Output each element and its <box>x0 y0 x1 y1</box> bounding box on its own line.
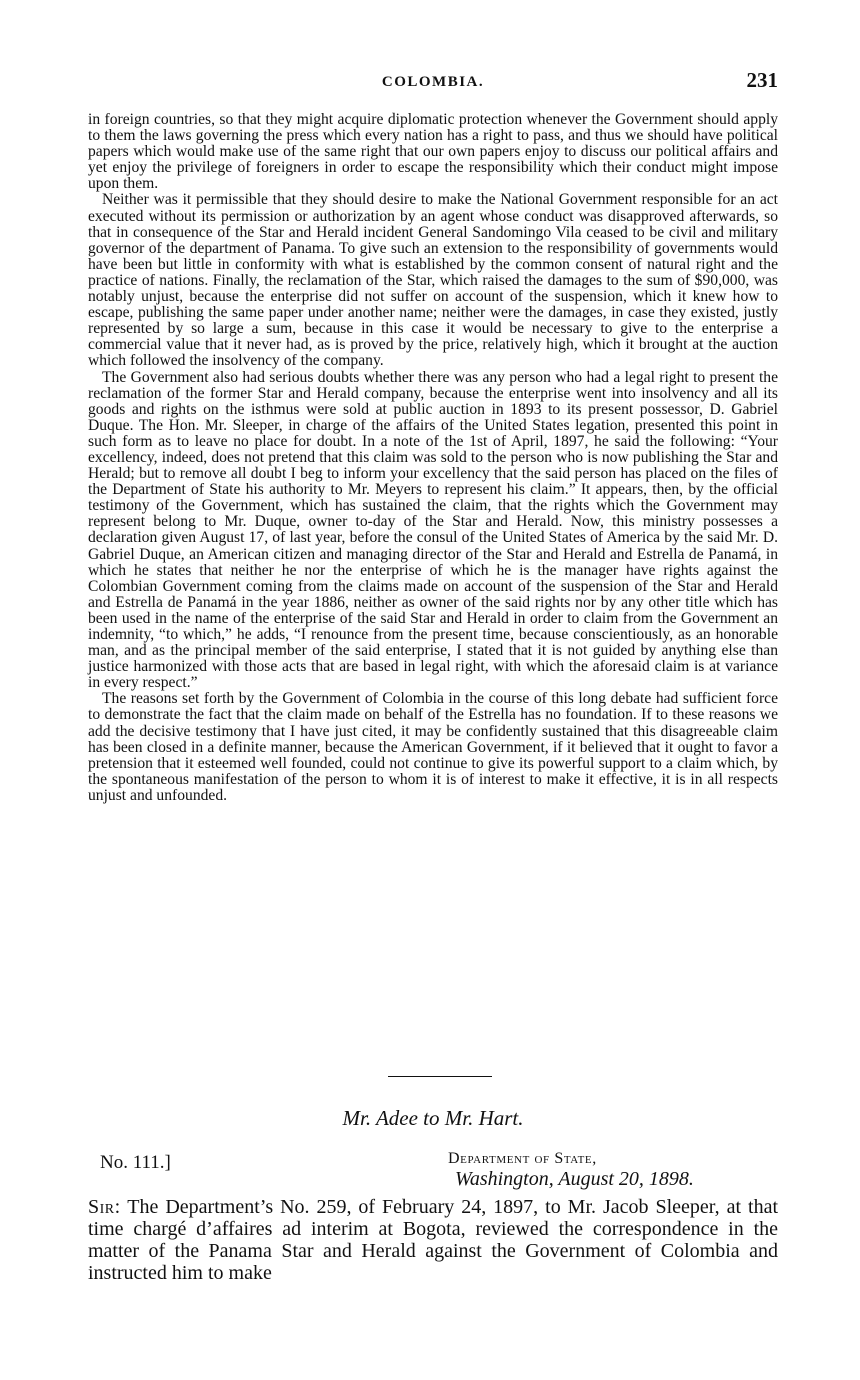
paragraph: The reasons set forth by the Government of Colombia in the course of this long debate had sufficient force to demonstrate the fact that the claim made on behalf of the Estrella has no foundation. If to these reasons we add the decisive testimony that I have just cited, it may be confidently sustained that this disagreeable claim has been closed in a definite manner, because the American Government, if it believed that it ought to favor a pretension that it esteemed well founded, could not continue to give its powerful support to a claim which, by the spontaneous manifestation of the person to whom it is of interest to make it effective, it is in all respects unjust and unfounded. <box>88 690 778 804</box>
section-divider <box>388 1076 492 1077</box>
document-number: No. 111.] <box>100 1152 171 1173</box>
body-text <box>88 112 778 804</box>
place-date: Washington, August 20, 1898. <box>455 1168 694 1190</box>
page-number: 231 <box>746 68 778 92</box>
running-title: COLOMBIA. <box>381 74 485 90</box>
paragraph: Neither was it permissible that they should desire to make the National Government responsible for an act executed without its permission or authorization by an agent whose conduct was disapproved afterwards, so that in consequence of the Star and Herald incident General Sandomingo Vila ceased to be civil and military governor of the department of Panama. To give such an extension to the responsibility of governments would have been but little in conformity with what is established by the common consent of natural right and the practice of nations. Finally, the reclamation of the Star, which raised the damages to the sum of $90,000, was notably unjust, because the enterprise did not suffer on account of the suspension, which it knew how to escape, publishing the same paper under another name; neither were the damages, in case they existed, justly represented by so large a sum, because in this case it would be necessary to give to the enterprise a commercial value that it never had, as is proved by the price, relatively high, which it brought at the auction which followed the insolvency of the company. <box>88 191 778 370</box>
paragraph: The Government also had serious doubts whether there was any person who had a legal right to present the reclamation of the former Star and Herald company, because the enterprise went into insolvency and all its goods and rights on the isthmus were sold at public auction in 1893 to its present possessor, D. Gabriel Duque. The Hon. Mr. Sleeper, in charge of the affairs of the United States legation, presented this point in such form as to leave no place for doubt. In a note of the 1st of April, 1897, he said the following: “Your excellency, indeed, does not pretend that this claim was sold to the person who is now publishing the Star and Herald; but to remove all doubt I beg to inform your excellency that the said person has placed on the files of the Department of State his authority to Mr. Meyers to represent his claim.” It appears, then, by the official testimony of the Government, which has sustained the claim, that the rights which the Government may represent belong to Mr. Duque, owner to-day of the Star and Herald. Now, this ministry possesses a declaration given August 17, of last year, before the consul of the United States of America by the said Mr. D. Gabriel Duque, an American citizen and managing director of the Star and Herald and Estrella de Panamá, in which he states that neither he nor the enterprise of which he is the manager have rights against the Colombian Government coming from the claims made on account of the suspension of the Star and Herald and Estrella de Panamá in the year 1886, neither as owner of the said rights nor by any other title which has been used in the name of the enterprise of the said Star and Herald in order to claim from the Government an indemnity, “to which,” he adds, “I renounce from the present time, because conscientiously, as an honorable man, and as the principal member of the said enterprise, I stated that it is not guided by anything else than justice harmonized with those acts that are based in legal right, with which the aforesaid claim is at variance in every respect.” <box>88 368 778 692</box>
paragraph: in foreign countries, so that they might acquire diplomatic protection whenever the Government should apply to them the laws governing the press which every nation has a right to pass, and thus we should have political papers which would make use of the same right that our own papers enjoy to discuss our political affairs and yet enjoy the privilege of foreigners in order to escape the responsibility which their conduct might impose upon them. <box>88 111 778 193</box>
department-name: Department of State, <box>448 1150 597 1167</box>
salutation: Sir: <box>88 1196 121 1218</box>
running-header <box>88 68 778 98</box>
letter-opening-text: The Department’s No. 259, of February 24, 1897, to Mr. Jacob Sleeper, at that time chargé d’affaires ad interim at Bogota, reviewed the correspondence in the matter of the Panama Star and Herald against the Government of Colombia and instructed him to make <box>88 1196 778 1284</box>
letter-heading: Mr. Adee to Mr. Hart. <box>342 1106 524 1130</box>
letter-opening-paragraph <box>88 1196 778 1284</box>
